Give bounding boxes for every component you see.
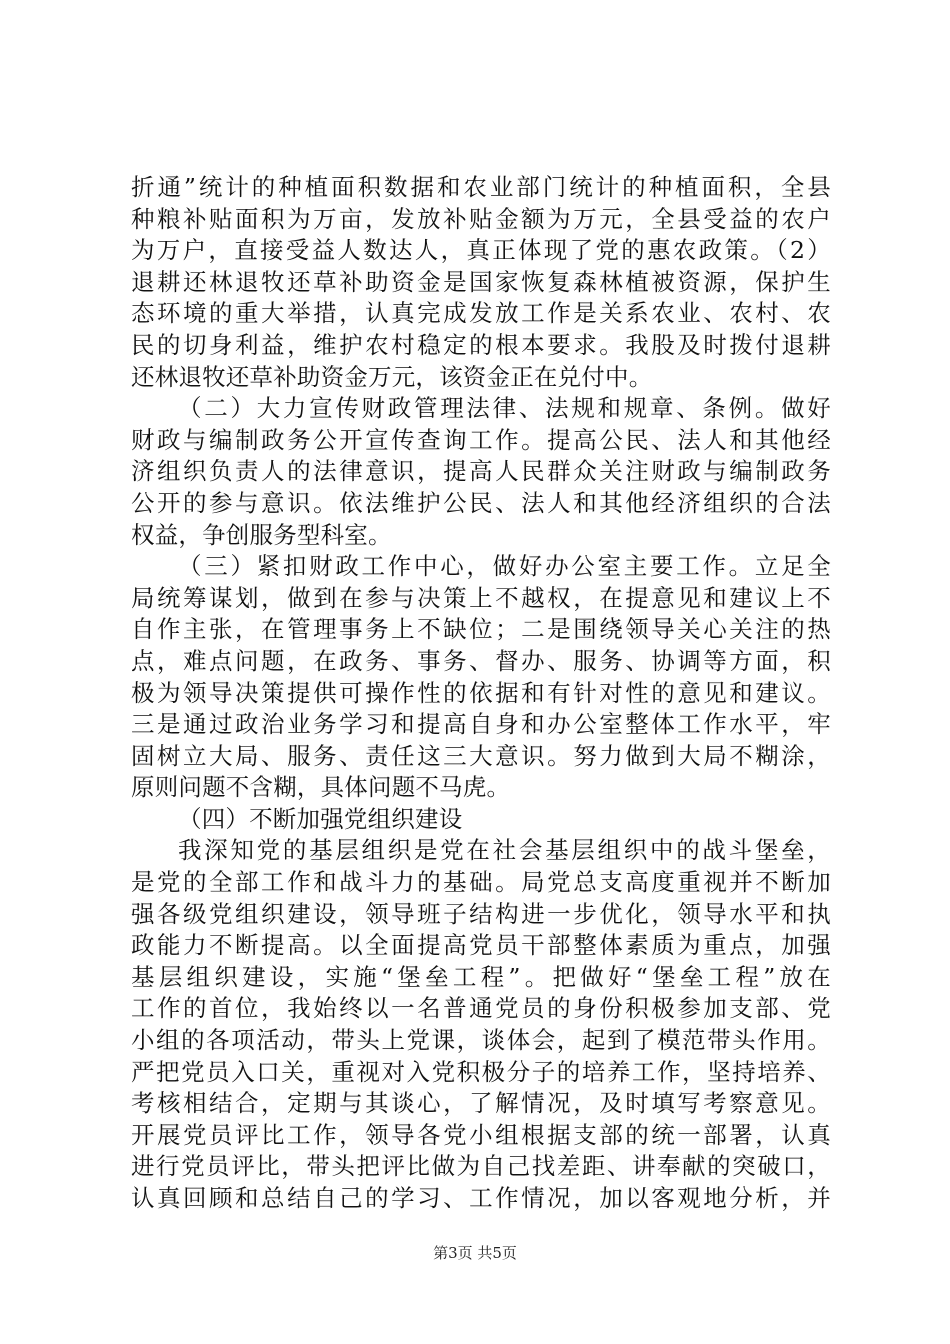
- text-line: 民的切身利益，维护农村稳定的根本要求。我股及时拨付退耕: [131, 330, 831, 359]
- text-line: 种粮补贴面积为万亩，发放补贴金额为万元，全县受益的农户: [131, 204, 831, 233]
- text-line: （三）紧扣财政工作中心，做好办公室主要工作。立足全: [178, 552, 831, 581]
- text-line: 极为领导决策提供可操作性的依据和有针对性的意见和建议。: [131, 678, 831, 707]
- text-line: 政能力不断提高。以全面提高党员干部整体素质为重点，加强: [131, 931, 831, 960]
- text-line: 是党的全部工作和战斗力的基础。局党总支高度重视并不断加: [131, 868, 831, 897]
- text-line: 我深知党的基层组织是党在社会基层组织中的战斗堡垒，: [178, 836, 831, 865]
- text-line: 工作的首位，我始终以一名普通党员的身份积极参加支部、党: [131, 994, 831, 1023]
- text-line: 进行党员评比，带头把评比做为自己找差距、讲奉献的突破口，: [131, 1152, 831, 1181]
- text-line: （四）不断加强党组织建设: [178, 804, 463, 833]
- text-line: （二）大力宣传财政管理法律、法规和规章、条例。做好: [178, 394, 831, 423]
- text-line: 开展党员评比工作，领导各党小组根据支部的统一部署，认真: [131, 1120, 831, 1149]
- text-line: 为万户，直接受益人数达人，真正体现了党的惠农政策。（2）: [131, 236, 831, 265]
- text-line: 退耕还林退牧还草补助资金是国家恢复森林植被资源，保护生: [131, 267, 831, 296]
- text-line: 基层组织建设，实施“堡垒工程”。把做好“堡垒工程”放在: [131, 962, 831, 991]
- text-line: 自作主张，在管理事务上不缺位；二是围绕领导关心关注的热: [131, 615, 831, 644]
- text-line: 点，难点问题，在政务、事务、督办、服务、协调等方面，积: [131, 646, 831, 675]
- text-line: 三是通过政治业务学习和提高自身和办公室整体工作水平，牢: [131, 710, 831, 739]
- text-line: 认真回顾和总结自己的学习、工作情况，加以客观地分析，并: [131, 1184, 831, 1212]
- text-line: 严把党员入口关，重视对入党积极分子的培养工作，坚持培养、: [131, 1057, 831, 1086]
- text-line: 强各级党组织建设，领导班子结构进一步优化，领导水平和执: [131, 899, 831, 928]
- text-line: 固树立大局、服务、责任这三大意识。努力做到大局不糊涂，: [131, 741, 831, 770]
- text-line: 态环境的重大举措，认真完成发放工作是关系农业、农村、农: [131, 299, 831, 328]
- text-line: 局统筹谋划，做到在参与决策上不越权，在提意见和建议上不: [131, 583, 831, 612]
- text-line: 济组织负责人的法律意识，提高人民群众关注财政与编制政务: [131, 457, 831, 486]
- document-body: [131, 172, 831, 1215]
- text-line: 公开的参与意识。依法维护公民、法人和其他经济组织的合法: [131, 488, 831, 517]
- text-line: 考核相结合，定期与其谈心，了解情况，及时填写考察意见。: [131, 1089, 831, 1118]
- page-footer: 第3页 共5页: [433, 1244, 517, 1262]
- text-line: 折通”统计的种植面积数据和农业部门统计的种植面积，全县: [131, 173, 831, 201]
- text-line: 小组的各项活动，带头上党课，谈体会，起到了模范带头作用。: [131, 1026, 831, 1055]
- text-line: 财政与编制政务公开宣传查询工作。提高公民、法人和其他经: [131, 425, 831, 454]
- text-line: 还林退牧还草补助资金万元，该资金正在兑付中。: [131, 362, 653, 391]
- text-line: 权益，争创服务型科室。: [131, 520, 392, 549]
- text-line: 原则问题不含糊，具体问题不马虎。: [131, 773, 511, 802]
